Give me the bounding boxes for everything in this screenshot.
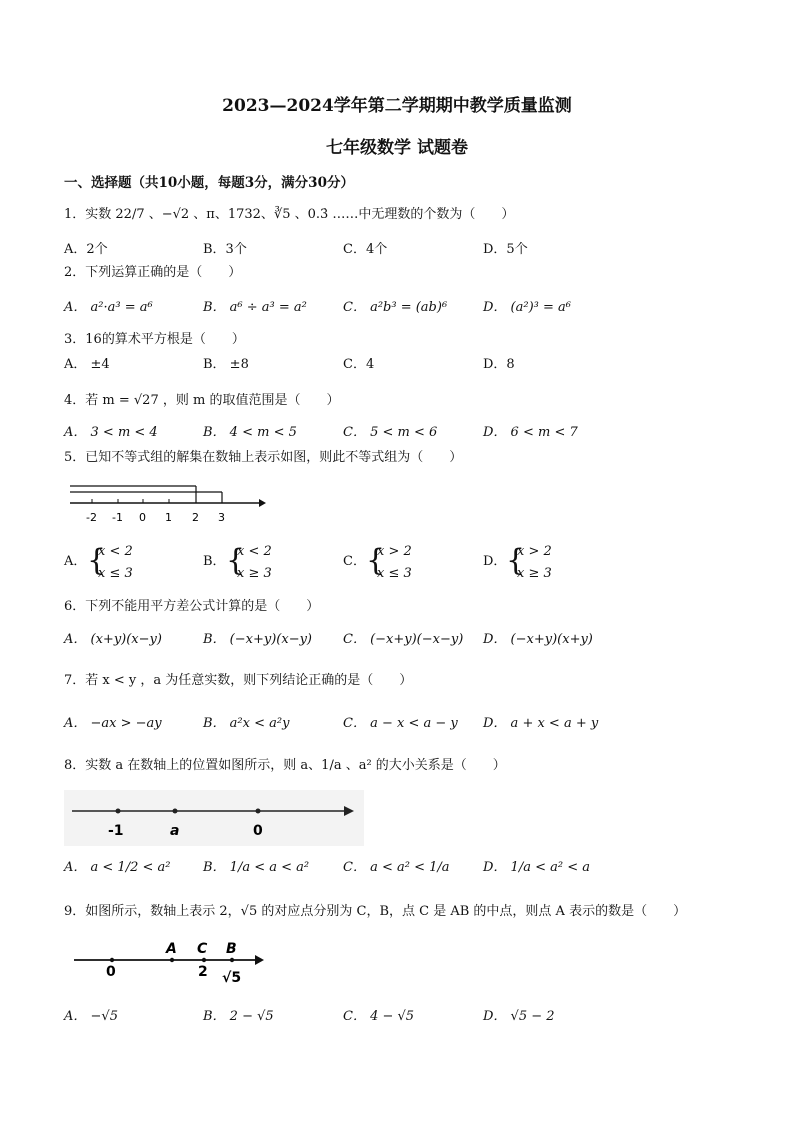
q5-tick-1: 1 bbox=[165, 511, 172, 524]
q8-option-c[interactable]: C． a < a² < 1/a bbox=[343, 860, 450, 875]
q4-option-b[interactable]: B． 4 < m < 5 bbox=[203, 425, 297, 440]
q9-point-c: C bbox=[197, 941, 208, 957]
number-line-q8 bbox=[64, 790, 364, 848]
question-2-stem: 2．下列运算正确的是（ ） bbox=[64, 265, 242, 280]
q6-option-d[interactable]: D． (−x+y)(x+y) bbox=[483, 632, 593, 647]
q2-option-d[interactable]: D． (a²)³ = a⁶ bbox=[483, 300, 571, 315]
q8-option-a[interactable]: A． a < 1/2 < a² bbox=[64, 860, 171, 875]
number-line-q9 bbox=[72, 938, 272, 988]
q4-option-c[interactable]: C． 5 < m < 6 bbox=[343, 425, 438, 440]
q5-tick-0: 0 bbox=[139, 511, 146, 524]
q9-point-b: B bbox=[226, 941, 237, 957]
q2-option-b[interactable]: B． a⁶ ÷ a³ = a² bbox=[203, 300, 307, 315]
q1-option-a[interactable]: A．2个 bbox=[64, 242, 108, 257]
q9-point-a: A bbox=[166, 941, 177, 957]
q1-option-d[interactable]: D．5个 bbox=[483, 242, 528, 257]
question-4-stem: 4．若 m = √27 ，则 m 的取值范围是（ ） bbox=[64, 393, 340, 408]
q7-option-d[interactable]: D． a + x < a + y bbox=[483, 716, 599, 731]
q6-option-c[interactable]: C． (−x+y)(−x−y) bbox=[343, 632, 464, 647]
question-9-stem: 9．如图所示，数轴上表示 2，√5 的对应点分别为 C，B，点 C 是 AB 的中点，则点 A 表示的数是（ ） bbox=[64, 904, 687, 919]
q9-option-b[interactable]: B． 2 − √5 bbox=[203, 1009, 274, 1024]
q8-option-d[interactable]: D． 1/a < a² < a bbox=[483, 860, 590, 875]
q7-option-a[interactable]: A． −ax > −ay bbox=[64, 716, 162, 731]
q5-tick--2: -2 bbox=[86, 511, 97, 524]
q4-option-d[interactable]: D． 6 < m < 7 bbox=[483, 425, 578, 440]
page-subtitle: 七年级数学 试题卷 bbox=[326, 138, 468, 158]
number-line-q5 bbox=[66, 478, 276, 528]
q5-tick--1: -1 bbox=[112, 511, 123, 524]
q1-option-b[interactable]: B．3个 bbox=[203, 242, 247, 257]
q1-option-c[interactable]: C．4个 bbox=[343, 242, 388, 257]
q5-tick-3: 3 bbox=[218, 511, 225, 524]
q8-tick-0: 0 bbox=[253, 823, 263, 839]
question-7-stem: 7．若 x < y ，a 为任意实数，则下列结论正确的是（ ） bbox=[64, 673, 413, 688]
q6-option-b[interactable]: B． (−x+y)(x−y) bbox=[203, 632, 313, 647]
q7-option-c[interactable]: C． a − x < a − y bbox=[343, 716, 458, 731]
section-heading: 一、选择题（共10小题，每题3分，满分30分） bbox=[64, 175, 354, 191]
question-6-stem: 6．下列不能用平方差公式计算的是（ ） bbox=[64, 599, 320, 614]
q4-option-a[interactable]: A． 3 < m < 4 bbox=[64, 425, 158, 440]
q7-option-b[interactable]: B． a²x < a²y bbox=[203, 716, 290, 731]
q5-tick-2: 2 bbox=[192, 511, 199, 524]
q5-option-a[interactable]: A． { x < 2 x ≤ 3 bbox=[64, 543, 133, 581]
q9-tick-2: 2 bbox=[198, 964, 208, 980]
q3-option-a[interactable]: A． ±4 bbox=[64, 357, 110, 372]
q9-option-d[interactable]: D． √5 − 2 bbox=[483, 1009, 555, 1024]
q5-option-c[interactable]: C． { x > 2 x ≤ 3 bbox=[343, 543, 412, 581]
question-5-stem: 5．已知不等式组的解集在数轴上表示如图，则此不等式组为（ ） bbox=[64, 450, 463, 465]
q5-option-b[interactable]: B． { x < 2 x ≥ 3 bbox=[203, 543, 272, 581]
q9-tick-0: 0 bbox=[106, 964, 116, 980]
q9-option-a[interactable]: A． −√5 bbox=[64, 1009, 118, 1024]
q3-option-c[interactable]: C．4 bbox=[343, 357, 375, 372]
q3-option-d[interactable]: D．8 bbox=[483, 357, 515, 372]
q3-option-b[interactable]: B． ±8 bbox=[203, 357, 249, 372]
q5-option-d[interactable]: D． { x > 2 x ≥ 3 bbox=[483, 543, 552, 581]
q2-option-a[interactable]: A． a²·a³ = a⁶ bbox=[64, 300, 153, 315]
page-title: 2023—2024学年第二学期期中教学质量监测 bbox=[222, 96, 572, 116]
q9-tick-sqrt5: √5 bbox=[222, 970, 242, 986]
q6-option-a[interactable]: A． (x+y)(x−y) bbox=[64, 632, 162, 647]
q9-option-c[interactable]: C． 4 − √5 bbox=[343, 1009, 415, 1024]
q8-option-b[interactable]: B． 1/a < a < a² bbox=[203, 860, 310, 875]
q2-option-c[interactable]: C． a²b³ = (ab)⁶ bbox=[343, 300, 448, 315]
q8-tick--1: -1 bbox=[108, 823, 124, 839]
question-8-stem: 8．实数 a 在数轴上的位置如图所示，则 a、1/a 、a² 的大小关系是（ ） bbox=[64, 758, 506, 773]
q8-tick-a: a bbox=[170, 823, 180, 839]
question-3-stem: 3．16的算术平方根是（ ） bbox=[64, 332, 245, 347]
question-1-stem: 1．实数 22/7 、−√2 、π、1732、∛5 、0.3̇ ……中无理数的个数为（ ） bbox=[64, 207, 515, 222]
